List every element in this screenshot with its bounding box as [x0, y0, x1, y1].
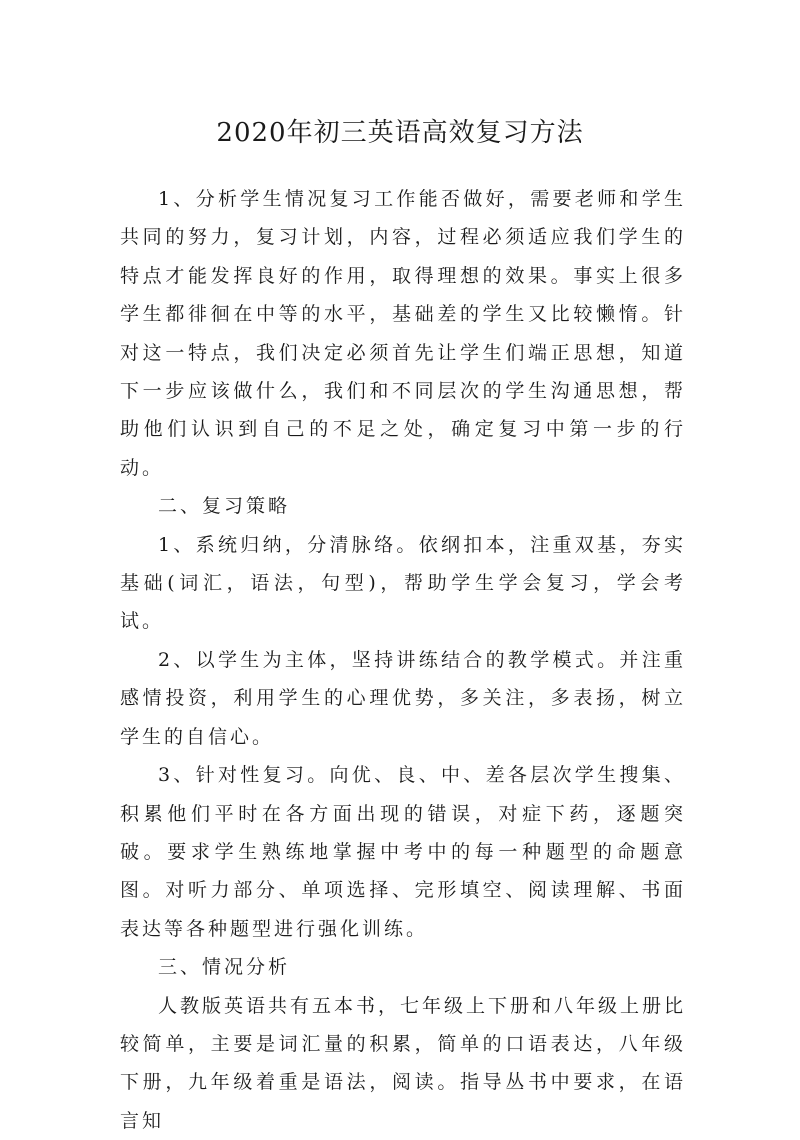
document-body — [120, 180, 686, 1140]
paragraph-strategy-1: 1、系统归纳，分清脉络。依纲扣本，注重双基，夯实基础(词汇，语法，句型)，帮助学生学会复习，学会考试。 — [120, 533, 686, 633]
paragraph-strategy-2: 2、以学生为主体，坚持讲练结合的教学模式。并注重感情投资，利用学生的心理优势，多关注，多表扬，树立学生的自信心。 — [120, 648, 686, 748]
document-title: 2020年初三英语高效复习方法 — [216, 118, 584, 149]
paragraph-strategy-3: 3、针对性复习。向优、良、中、差各层次学生搜集、积累他们平时在各方面出现的错误，对症下药，逐题突破。要求学生熟练地掌握中考中的每一种题型的命题意图。对听力部分、单项选择、完形填空、阅读理解、书面表达等各种题型进行强化训练。 — [120, 764, 686, 940]
heading-review-strategy: 二、复习策略 — [158, 495, 291, 518]
heading-situation-analysis: 三、情况分析 — [158, 956, 291, 979]
paragraph-analysis: 1、分析学生情况复习工作能否做好，需要老师和学生共同的努力，复习计划，内容，过程必须适应我们学生的特点才能发挥良好的作用，取得理想的效果。事实上很多学生都徘徊在中等的水平，基础差的学生又比较懒惰。针对这一特点，我们决定必须首先让学生们端正思想，知道下一步应该做什么，我们和不同层次的学生沟通思想，帮助他们认识到自己的不足之处，确定复习中第一步的行动。 — [120, 188, 686, 479]
paragraph-situation: 人教版英语共有五本书，七年级上下册和八年级上册比较简单，主要是词汇量的积累，简单的口语表达，八年级下册，九年级着重是语法，阅读。指导丛书中要求，在语言知 — [120, 994, 687, 1132]
